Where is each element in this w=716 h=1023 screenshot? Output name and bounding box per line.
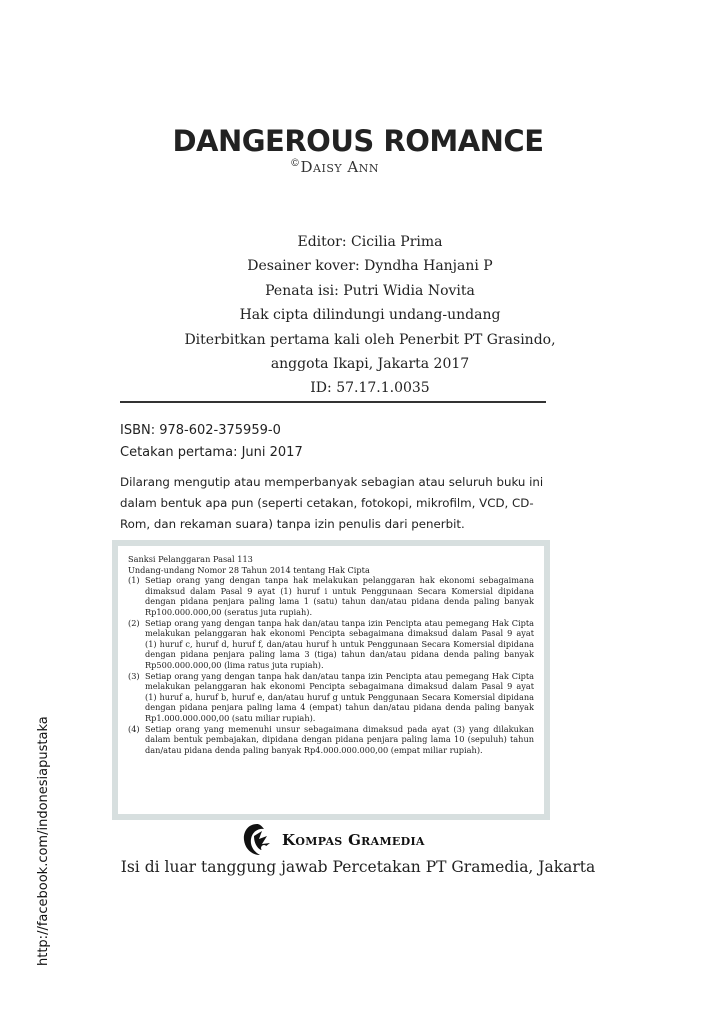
sanksi-item — [128, 575, 534, 617]
credit-layout: Penata isi: Putri Widia Novita — [265, 282, 475, 299]
credit-publisher: Diterbitkan pertama kali oleh Penerbit PT Grasindo, — [184, 331, 556, 348]
divider — [120, 401, 546, 403]
sanksi-subtitle: Undang-undang Nomor 28 Tahun 2014 tentang Hak Cipta — [128, 564, 370, 575]
copy-notice: Dilarang mengutip atau memperbanyak sebagian atau seluruh buku ini dalam bentuk apa pun (seperti cetakan, fotokopi, mikrofilm, VCD, CD-Rom, dan rekaman suara) tanpa izin penulis dari penerbit. — [120, 475, 544, 531]
isbn: ISBN: 978-602-375959-0 — [120, 423, 281, 438]
sanksi-box — [112, 540, 550, 820]
sanksi-item-text: Setiap orang yang dengan tanpa hak melakukan pelanggaran hak ekonomi sebagaimana dimaksud dalam Pasal 9 ayat (1) huruf i untuk Penggunaan Secara Komersial dipidana dengan pidana penjara paling lama 1 (satu) tahun dan/atau pidana denda paling banyak Rp100.000.000,00 (seratus juta rupiah). — [145, 575, 534, 617]
credit-editor: Editor: Cicilia Prima — [297, 234, 443, 250]
sanksi-item-number: (3) — [128, 670, 140, 681]
publisher-logo-name: Kompas Gramedia — [282, 831, 425, 849]
book-author — [290, 158, 379, 176]
credit-copyright: Hak cipta dilindungi undang-undang — [239, 307, 501, 324]
copyright-symbol: © — [290, 158, 301, 169]
sanksi-title: Sanksi Pelanggaran Pasal 113 — [128, 554, 253, 564]
kompas-gramedia-logo-icon — [240, 822, 274, 858]
credit-cover-designer: Desainer kover: Dyndha Hanjani P — [247, 258, 493, 275]
sanksi-item — [128, 724, 534, 756]
sanksi-item — [128, 618, 534, 671]
credit-ikapi: anggota Ikapi, Jakarta 2017 — [270, 356, 470, 373]
publisher-logo — [240, 820, 425, 860]
isbn-block — [120, 420, 303, 464]
sanksi-item-text: Setiap orang yang dengan tanpa hak dan/atau tanpa izin Pencipta atau pemegang Hak Cipta melakukan pelanggaran hak ekonomi Pencipta sebagaimana dimaksud dalam Pasal 9 ayat (1) huruf c, huruf d, huruf f, dan/atau huruf h untuk Penggunaan Secara Komersial dipidana dengan pidana penjara paling lama 3 (tiga) tahun dan/atau pidana denda paling banyak Rp500.000.000,00 (lima ratus juta rupiah). — [145, 617, 534, 670]
printer-note: Isi di luar tanggung jawab Percetakan PT Gramedia, Jakarta — [120, 858, 596, 876]
sanksi-item — [128, 671, 534, 724]
sanksi-item-text: Setiap orang yang memenuhi unsur sebagaimana dimaksud pada ayat (3) yang dilakukan dalam bentuk pembajakan, dipidana dengan pidana penjara paling lama 10 (sepuluh) tahun dan/atau pidana denda paling banyak Rp4.000.000.000,00 (empat miliar rupiah). — [145, 723, 534, 755]
first-print: Cetakan pertama: Juni 2017 — [120, 445, 303, 460]
sanksi-item-text: Setiap orang yang dengan tanpa hak dan/atau tanpa izin Pencipta atau pemegang Hak Cipta melakukan pelanggaran hak ekonomi Pencipta sebagaimana dimaksud dalam Pasal 9 ayat (1) huruf a, huruf b, huruf e, dan/atau huruf g untuk Penggunaan Secara Komersial dipidana dengan pidana penjara paling lama 4 (empat) tahun dan/atau pidana denda paling banyak Rp1.000.000.000,00 (satu miliar rupiah). — [145, 670, 534, 723]
sanksi-item-number: (2) — [128, 617, 140, 628]
credits-block — [100, 230, 640, 401]
credit-id: ID: 57.17.1.0035 — [310, 380, 430, 397]
sanksi-item-number: (4) — [128, 723, 140, 734]
author-name: Daisy Ann — [300, 158, 379, 176]
side-url: http://facebook.com/indonesiapustaka — [36, 716, 51, 966]
book-title: DANGEROUS ROMANCE — [172, 124, 544, 158]
sanksi-item-number: (1) — [128, 575, 140, 586]
